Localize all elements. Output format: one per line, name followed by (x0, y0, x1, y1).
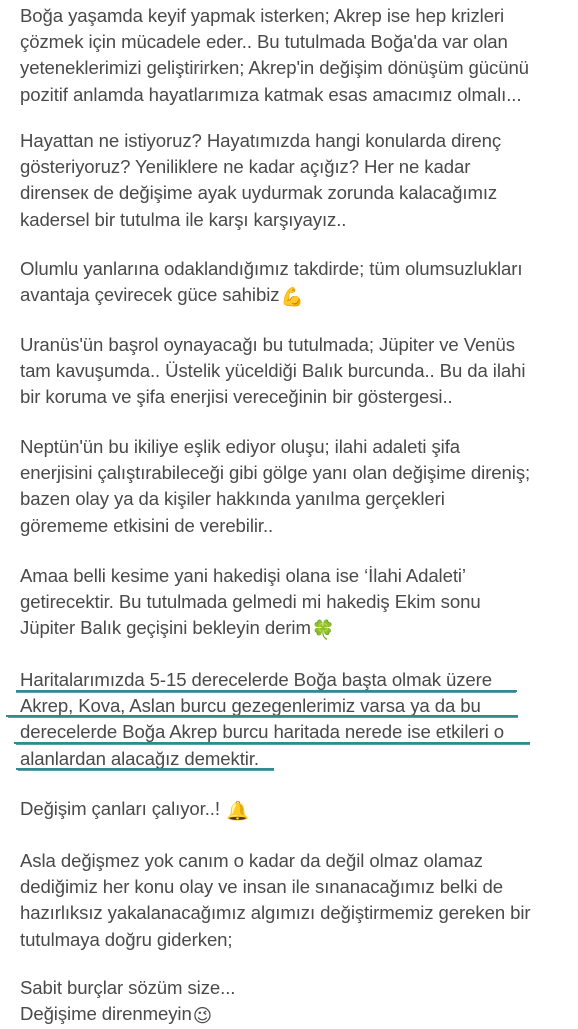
text-line: Sabit burçlar sözüm size... (20, 977, 236, 998)
text-line: tam kavuşumda.. Üstelik yüceldiği Balık burcunda.. Bu da ilahi (20, 360, 526, 382)
text-line (20, 615, 572, 643)
highlighted-text-line: Akrep, Kova, Aslan burcu gezegenlerimiz varsa ya da bu (20, 695, 481, 717)
text-line: Neptün'ün bu ikiliye eşlik ediyor oluşu; ilahi adaleti şifa (20, 436, 461, 457)
paragraph-9 (20, 848, 572, 953)
paragraph-8 (20, 796, 572, 824)
paragraph-6 (20, 563, 572, 644)
text-line: dediğimiz her konu olay ve insan ile sınanacağımız belki de (20, 876, 503, 898)
handdrawn-underline (18, 770, 274, 771)
text-line: gösteriyoruz? Yeniliklere ne kadar açığız? Her ne kadar (20, 156, 471, 178)
text-line-content: Jüpiter Balık geçişini bekleyin derim (20, 617, 311, 639)
text-line: Hayattan ne istiyoruz? Hayatımızda hangi konularda direnç (20, 130, 502, 151)
text-line: tutulmaya doğru giderken; (20, 928, 233, 950)
text-line: Olumlu yanlarına odaklandığımız takdirde; tüm olumsuzlukları (20, 258, 523, 279)
paragraph-5 (20, 434, 572, 539)
text-line: Asla değişmez yok canım o kadar da değil olmaz olamaz (20, 850, 483, 871)
text-line-content: avantaja çevirecek güce sahibiz (20, 284, 280, 306)
four-leaf-clover-emoji-icon: 🍀 (311, 619, 335, 641)
text-line: çözmek için mücadele eder.. Bu tutulmada Boğa'da var olan (20, 31, 508, 53)
text-line (20, 796, 572, 824)
flexed-biceps-emoji-icon: 💪 (280, 286, 304, 308)
text-line: bir koruma ve şifa enerjisi vereceğinin bir göstergesi.. (20, 386, 453, 408)
bell-emoji-icon: 🔔 (226, 800, 250, 821)
text-line: enerjisini çalıştırabileceği gibi gölge yanı olan değişime direniş; (20, 462, 531, 484)
text-line: direnseк de değişime ayak uydurmak zorunda kalacağımız (20, 182, 498, 204)
text-line: bazen olay ya da kişiler hakkında yanılma gerçekleri (20, 488, 445, 510)
text-line: Boğa yaşamda keyif yapmak isterken; Akrep ise hep krizleri (20, 5, 505, 26)
paragraph-3 (20, 256, 572, 310)
text-line-content: Değişim çanları çalıyor..! (20, 798, 220, 819)
text-line: kadersel bir tutulma ile karşı karşıyayız.. (20, 208, 347, 230)
text-line: getirecektir. Bu tutulmada gelmedi mi hakediş Ekim sonu (20, 591, 481, 613)
text-line: Uranüs'ün başrol oynayacağı bu tutulmada; Jüpiter ve Venüs (20, 334, 515, 355)
text-line (20, 282, 572, 310)
text-line: görememe etkisini de verebilir.. (20, 514, 274, 536)
highlighted-paragraph (20, 667, 578, 772)
paragraph-2 (20, 128, 572, 233)
highlighted-text-line: derecelerde Boğa Akrep burcu haritada nerede ise etkileri o (20, 721, 505, 743)
text-line: yeteneklerimizi geliştirirken; Akrep'in değişim dönüşüm gücünü (20, 57, 529, 79)
text-line (20, 1001, 572, 1029)
text-line-content: Değişime direnmeyin (20, 1003, 192, 1025)
text-line: hazırlıksız yakalanacağımız algımızı değiştirmemiz gereken bir (20, 902, 531, 924)
highlighted-text-line: alanlardan alacağız demektir. (20, 747, 259, 769)
highlighted-text-line: Haritalarımızda 5-15 derecelerde Boğa başta olmak üzere (20, 669, 492, 690)
text-line: Amaa belli kesime yani hakedişi olana ise ‘İlahi Adaleti’ (20, 565, 466, 586)
paragraph-4 (20, 332, 572, 411)
paragraph-1 (20, 3, 572, 108)
winking-face-emoji-icon: 😉 (192, 1005, 213, 1027)
handdrawn-underline (16, 744, 530, 745)
paragraph-10 (20, 975, 572, 1029)
handdrawn-underline (8, 717, 518, 718)
text-line: pozitif anlamda hayatlarımıza katmak esas amacımız olmalı... (20, 83, 522, 105)
handdrawn-underline (16, 692, 516, 693)
